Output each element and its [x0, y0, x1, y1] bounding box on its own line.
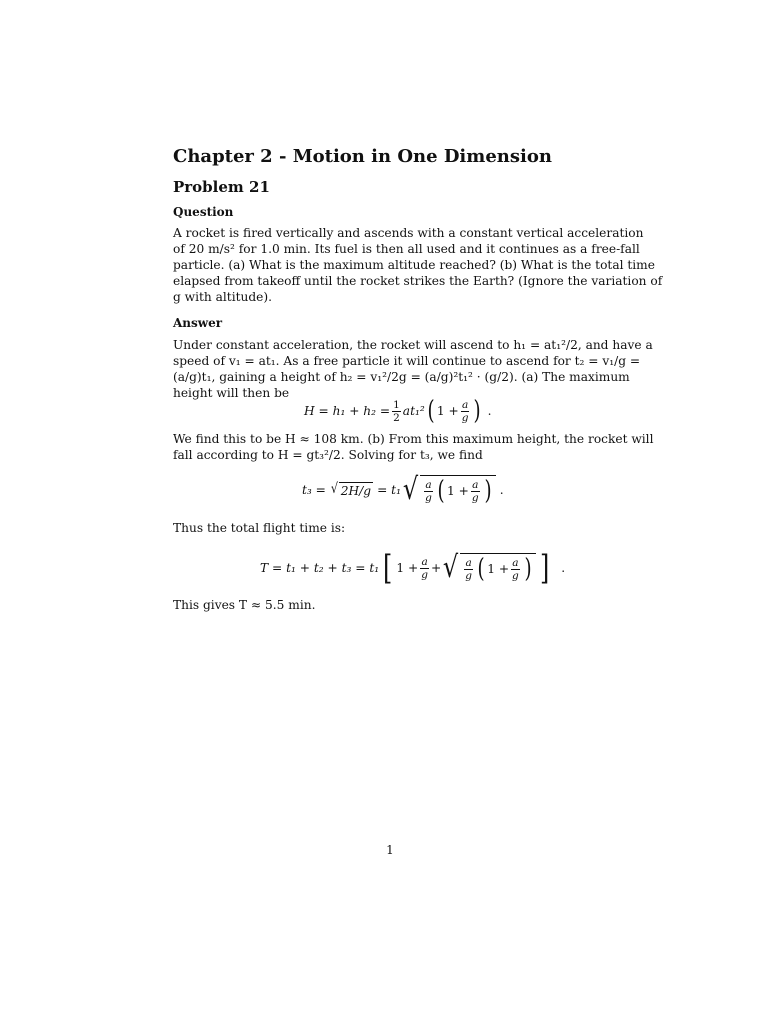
- eq2-lhs: t₃ =: [302, 483, 326, 497]
- question-line: particle. (a) What is the maximum altitude reached? (b) What is the total time: [173, 258, 655, 272]
- eq3-one-plus: 1 +: [396, 561, 419, 575]
- answer-line: Under constant acceleration, the rocket will ascend to h₁ = at₁²/2, and have a: [173, 338, 653, 352]
- question-heading: Question: [173, 205, 234, 219]
- answer-line: This gives T ≈ 5.5 min.: [173, 598, 316, 612]
- eq2-period: .: [499, 483, 504, 497]
- fraction-numerator: a: [421, 555, 428, 568]
- answer-line: height will then be: [173, 386, 290, 400]
- eq3-plus: +: [430, 561, 442, 575]
- fraction-a-over-g: [424, 479, 433, 504]
- right-bracket: ]: [539, 548, 550, 588]
- question-text: [173, 225, 663, 305]
- fraction-denominator: g: [471, 491, 479, 504]
- question-line: A rocket is fired vertically and ascends with a constant vertical acceleration: [173, 226, 644, 240]
- fraction-denominator: g: [465, 569, 473, 582]
- square-root: [401, 472, 496, 507]
- eq3-lhs: T = t₁ + t₂ + t₃ = t₁: [260, 561, 380, 575]
- fraction-numerator: a: [425, 478, 432, 491]
- right-paren: ): [484, 476, 492, 506]
- eq3-period: .: [561, 561, 566, 575]
- question-line: elapsed from takeoff until the rocket strikes the Earth? (Ignore the variation of: [173, 274, 663, 288]
- answer-line: We find this to be H ≈ 108 km. (b) From this maximum height, the rocket will: [173, 432, 654, 446]
- fraction-numerator: 1: [393, 398, 400, 411]
- equation-max-height: [304, 389, 492, 433]
- fraction-denominator: g: [425, 491, 432, 504]
- sqrt-inner: 2H/g: [340, 484, 372, 498]
- answer-line: Thus the total flight time is:: [173, 521, 346, 535]
- eq1-lhs: H = h₁ + h₂ =: [304, 404, 391, 418]
- left-paren: (: [477, 554, 485, 584]
- flight-time-intro: [173, 520, 616, 536]
- fraction-a-over-g: [464, 557, 473, 582]
- fraction-a-over-g: [420, 556, 429, 581]
- radical-sign: √: [330, 481, 338, 497]
- answer-line: speed of v₁ = at₁. As a free particle it will continue to ascend for t₂ = v₁/g =: [173, 354, 641, 368]
- fraction-a-over-g: [461, 399, 470, 424]
- fraction-numerator: a: [465, 556, 472, 569]
- question-line: of 20 m/s² for 1.0 min. Its fuel is then all used and it continues as a free-fall: [173, 242, 640, 256]
- equation-fall-time: [302, 468, 504, 512]
- answer-middle: [173, 431, 654, 463]
- right-paren: ): [524, 554, 532, 584]
- fraction-half: [392, 399, 401, 424]
- fraction-numerator: a: [472, 478, 479, 491]
- fraction-a-over-g: [511, 557, 520, 582]
- fraction-denominator: g: [421, 568, 428, 581]
- eq3-one-plus: 1 +: [487, 562, 510, 576]
- fraction-a-over-g: [471, 479, 480, 504]
- fraction-denominator: g: [512, 569, 519, 582]
- radical-sign: √: [443, 550, 459, 585]
- page-number: 1: [386, 843, 394, 857]
- fraction-denominator: 2: [393, 411, 400, 424]
- answer-line: (a/g)t₁, gaining a height of h₂ = v₁²/2g = (a/g)²t₁² · (g/2). (a) The maximum: [173, 370, 630, 384]
- eq1-period: .: [487, 404, 492, 418]
- fraction-numerator: a: [512, 556, 519, 569]
- left-bracket: [: [383, 548, 393, 588]
- answer-heading: Answer: [173, 316, 223, 330]
- eq2-t1: = t₁: [377, 483, 401, 497]
- eq2-one-plus: 1 +: [446, 484, 469, 498]
- result-text: [173, 597, 616, 613]
- eq1-term: at₁²: [402, 404, 425, 418]
- answer-line: fall according to H = gt₃²/2. Solving for t₃, we find: [173, 448, 483, 462]
- radical-sign: √: [402, 472, 419, 507]
- right-paren: ): [473, 396, 482, 426]
- fraction-denominator: g: [461, 411, 469, 424]
- left-paren: (: [427, 396, 435, 426]
- fraction-numerator: a: [461, 398, 469, 411]
- problem-title: Problem 21: [173, 178, 270, 196]
- square-root: [330, 482, 373, 498]
- chapter-title: Chapter 2 - Motion in One Dimension: [173, 146, 552, 167]
- eq1-one-plus: 1 +: [436, 404, 459, 418]
- equation-total-time: [260, 546, 565, 590]
- question-line: g with altitude).: [173, 290, 272, 304]
- left-paren: (: [437, 476, 445, 506]
- square-root: [441, 550, 536, 585]
